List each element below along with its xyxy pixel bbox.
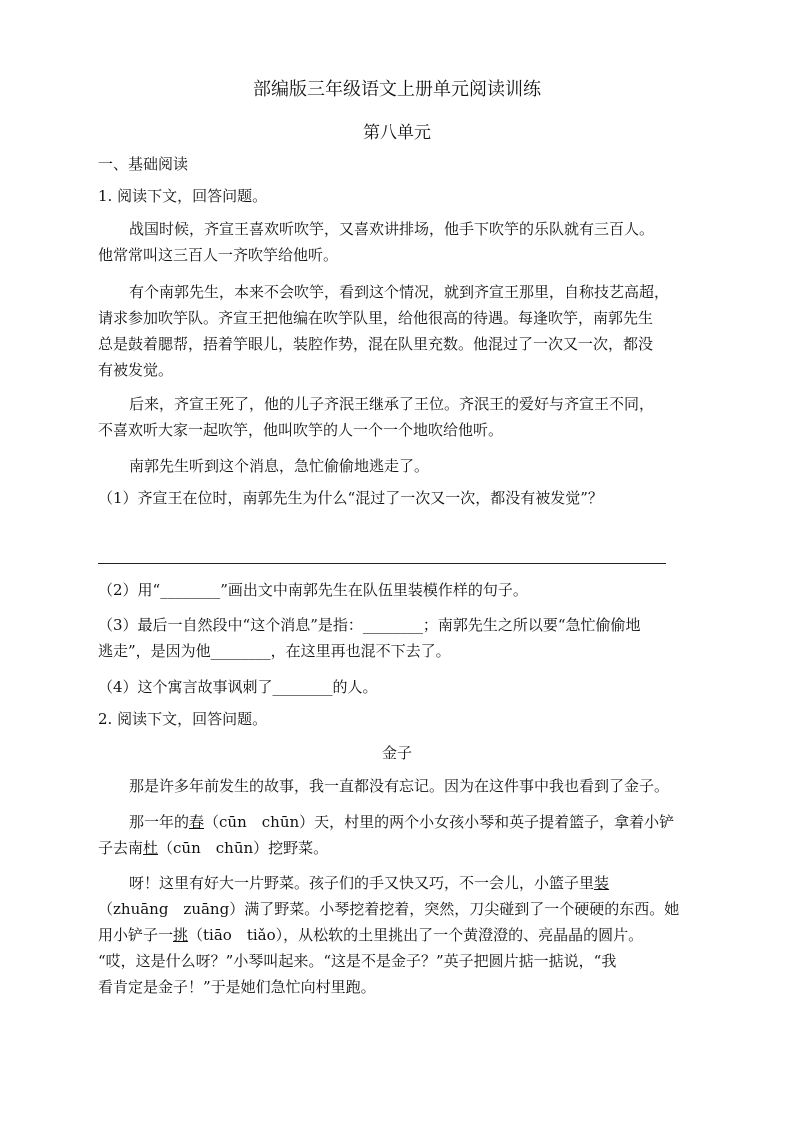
question-2-prompt: 2. 阅读下文，回答问题。 [98, 710, 268, 728]
passage-1-line: 总是鼓着腮帮，捂着竽眼儿，装腔作势，混在队里充数。他混过了一次又一次，都没 [98, 335, 654, 353]
story-line: 用小铲子一挑（tiāo tiǎo），从松软的土里挑出了一个黄澄澄的、亮晶晶的圆片。 [98, 926, 644, 944]
sub-question-4: （4）这个寓言故事讽刺了________的人。 [98, 678, 378, 696]
story-line: 看肯定是金子！”于是她们急忙向村里跑。 [98, 978, 376, 996]
passage-1-line: 南郭先生听到这个消息，急忙偷偷地逃走了。 [129, 457, 430, 475]
passage-1-line: 有被发觉。 [98, 361, 174, 379]
sub-question-3-cont: 逃走”，是因为他________，在这里再也混不下去了。 [98, 642, 451, 660]
passage-1-line: 战国时候，齐宣王喜欢听吹竽，又喜欢讲排场，他手下吹竽的乐队就有三百人。 [129, 220, 655, 238]
passage-1-line: 有个南郭先生，本来不会吹竽，看到这个情况，就到齐宣王那里，自称技艺高超， [129, 283, 670, 301]
underlined-char: 春 [189, 813, 205, 831]
sub-question-1: （1）齐宣王在位时，南郭先生为什么“混过了一次又一次，都没有被发觉”？ [98, 489, 603, 507]
question-1-prompt: 1. 阅读下文，回答问题。 [98, 187, 268, 205]
passage-1-line: 后来，齐宣王死了，他的儿子齐泯王继承了王位。齐泯王的爱好与齐宣王不同， [129, 395, 655, 413]
sub-question-2: （2）用“________”画出文中南郭先生在队伍里装模作样的句子。 [98, 581, 528, 599]
passage-1-line: 不喜欢听大家一起吹竽，他叫吹竽的人一个一个地吹给他听。 [98, 421, 504, 439]
section-heading: 一、基础阅读 [98, 155, 189, 173]
story-title: 金子 [381, 744, 412, 762]
underlined-char: 挑 [173, 926, 189, 944]
passage-1-line: 他常常叫这三百人一齐吹竽给他听。 [98, 246, 339, 264]
story-paragraph: 那是许多年前发生的故事，我一直都没有忘记。因为在这件事中我也看到了金子。 [129, 777, 670, 795]
story-line: “哎，这是什么呀？”小琴叫起来。“这是不是金子？”英子把圆片掂一掂说，“我 [98, 952, 617, 970]
story-line: （zhuāng zuāng）满了野菜。小琴挖着挖着，突然，刀尖碰到了一个硬硬的东西。她 [98, 900, 680, 918]
story-line: 呀！这里有好大一片野菜。孩子们的手又快又巧，不一会儿，小篮子里装 [129, 874, 610, 892]
story-line: 子去南杜（cūn chūn）挖野菜。 [98, 839, 329, 857]
document-title: 部编版三年级语文上册单元阅读训练 [253, 79, 541, 100]
story-line: 那一年的春（cūn chūn）天，村里的两个小女孩小琴和英子提着篮子，拿着小铲 [129, 813, 675, 831]
passage-1-line: 请求参加吹竽队。齐宣王把他编在吹竽队里，给他很高的待遇。每逢吹竽，南郭先生 [98, 309, 654, 327]
sub-question-3: （3）最后一自然段中“这个消息”是指：________；南郭先生之所以要“急忙偷偷地 [98, 616, 641, 634]
underlined-char: 装 [594, 874, 610, 892]
unit-heading: 第八单元 [363, 123, 431, 143]
answer-line[interactable] [98, 563, 666, 564]
underlined-char: 杜 [143, 839, 159, 857]
